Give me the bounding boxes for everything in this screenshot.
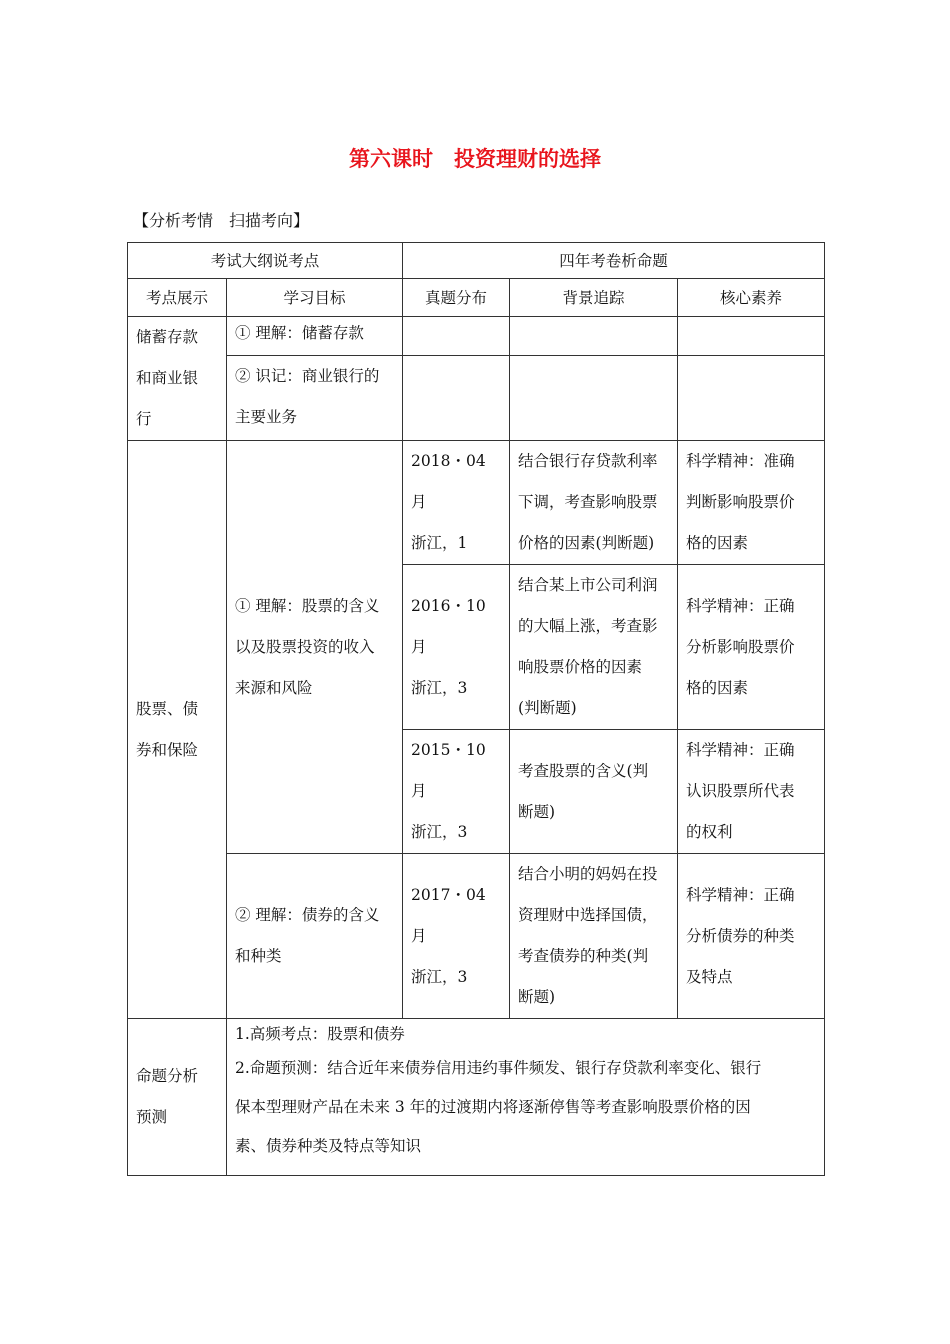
background-line: 结合银行存贷款利率: [518, 452, 658, 470]
background-line: (判断题): [518, 699, 577, 717]
empty-cell: [510, 317, 678, 356]
goal-line: ② 理解：债券的含义: [235, 906, 380, 924]
analysis-line: 保本型理财产品在未来 3 年的过渡期内将逐渐停售等考查影响股票价格的因: [235, 1098, 751, 1116]
analysis-label-cell: [128, 1019, 227, 1176]
exam-cell: [403, 441, 510, 565]
goal-line: 和种类: [235, 947, 282, 965]
goal-line: ① 理解：股票的含义: [235, 596, 380, 615]
topic-cell-stocks-bonds: [128, 441, 227, 1019]
analysis-label-line: 预测: [136, 1108, 168, 1126]
analysis-label-line: 命题分析: [136, 1067, 199, 1085]
topic-line: 券和保险: [136, 740, 199, 759]
background-line: 价格的因素(判断题): [518, 534, 655, 552]
col-header-goal: 学习目标: [227, 279, 403, 317]
exam-cell: [403, 565, 510, 730]
topic-line: 行: [136, 410, 152, 428]
background-line: 下调，考查影响股票: [518, 493, 658, 511]
exam-analysis-table: [127, 242, 825, 1176]
goal-bonds: [227, 854, 403, 1019]
col-header-topic: 考点展示: [128, 279, 227, 317]
background-line: 断题): [518, 802, 556, 821]
literacy-cell: [678, 854, 825, 1019]
empty-cell: [678, 355, 825, 440]
background-line: 响股票价格的因素: [518, 658, 643, 676]
literacy-line: 判断影响股票价: [686, 493, 795, 511]
background-line: 考查股票的含义(判: [518, 761, 649, 780]
literacy-line: 分析影响股票价: [686, 637, 795, 656]
exam-line: 2015・10 月: [411, 741, 486, 800]
literacy-line: 格的因素: [686, 678, 749, 697]
literacy-cell: [678, 441, 825, 565]
exam-cell: [403, 854, 510, 1019]
goal-savings: ① 理解：储蓄存款: [227, 317, 403, 356]
empty-cell: [510, 355, 678, 440]
literacy-line: 认识股票所代表: [686, 782, 795, 800]
analysis-content-cell: [227, 1019, 825, 1176]
literacy-cell: [678, 565, 825, 730]
exam-line: 2018・04 月: [411, 452, 486, 511]
background-cell: [510, 854, 678, 1019]
background-line: 资理财中选择国债，: [518, 906, 658, 924]
literacy-line: 及特点: [686, 967, 733, 986]
background-cell: [510, 730, 678, 854]
exam-line: 浙江，3: [411, 678, 468, 697]
goal-bank-business: [227, 355, 403, 440]
literacy-line: 科学精神：正确: [686, 885, 795, 904]
analysis-line: 2.命题预测：结合近年来债券信用违约事件频发、银行存贷款利率变化、银行: [235, 1059, 762, 1077]
background-line: 结合小明的妈妈在投: [518, 865, 658, 883]
background-line: 断题): [518, 988, 556, 1006]
empty-cell: [403, 317, 510, 356]
section-heading: 【分析考情 扫描考向】: [133, 211, 310, 230]
literacy-line: 格的因素: [686, 534, 749, 552]
page-title: 第六课时 投资理财的选择: [349, 147, 601, 171]
topic-line: 储蓄存款: [136, 328, 199, 346]
analysis-line: 1.高频考点：股票和债券: [235, 1025, 405, 1043]
literacy-cell: [678, 730, 825, 854]
goal-line: ② 识记：商业银行的: [235, 366, 380, 385]
background-cell: [510, 565, 678, 730]
literacy-line: 分析债券的种类: [686, 926, 795, 945]
goal-line: 来源和风险: [235, 678, 313, 697]
analysis-line: 素、债券种类及特点等知识: [235, 1137, 422, 1155]
background-line: 考查债券的种类(判: [518, 947, 649, 965]
literacy-line: 科学精神：准确: [686, 452, 795, 470]
background-cell: [510, 441, 678, 565]
header-syllabus: 考试大纲说考点: [128, 243, 403, 279]
exam-line: 浙江，3: [411, 967, 468, 986]
background-line: 结合某上市公司利润: [518, 576, 658, 594]
col-header-exam: 真题分布: [403, 279, 510, 317]
literacy-line: 科学精神：正确: [686, 596, 795, 615]
topic-line: 和商业银: [136, 369, 199, 387]
exam-line: 2017・04 月: [411, 885, 486, 945]
empty-cell: [678, 317, 825, 356]
exam-cell: [403, 730, 510, 854]
goal-line: 以及股票投资的收入: [235, 637, 375, 656]
exam-line: 浙江，3: [411, 823, 468, 841]
goal-stocks: [227, 441, 403, 854]
topic-cell-savings: [128, 317, 227, 441]
col-header-literacy: 核心素养: [678, 279, 825, 317]
empty-cell: [403, 355, 510, 440]
topic-line: 股票、债: [136, 699, 199, 718]
col-header-background: 背景追踪: [510, 279, 678, 317]
literacy-line: 的权利: [686, 823, 733, 841]
literacy-line: 科学精神：正确: [686, 741, 795, 759]
goal-line: 主要业务: [235, 407, 298, 426]
background-line: 的大幅上涨，考查影: [518, 617, 658, 635]
header-exam-analysis: 四年考卷析命题: [403, 243, 825, 279]
exam-line: 2016・10 月: [411, 596, 486, 656]
exam-line: 浙江，1: [411, 534, 468, 552]
